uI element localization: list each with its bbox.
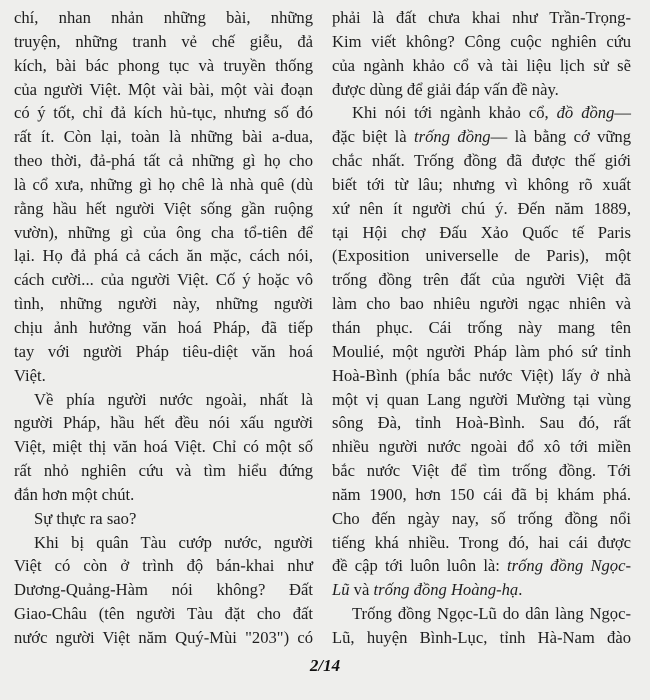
text-line (332, 507, 631, 531)
text-segment: phải là đất chưa khai như Trần-Trọng- (332, 8, 631, 27)
text-segment: Việt. (14, 365, 46, 385)
text-segment: sông Đà, tỉnh Hoà-Bình. Sau đó, rất (332, 413, 631, 433)
text-segment: Hoà-Bình (phía bắc nước Việt) lấy ở nhà (332, 365, 631, 385)
text-segment: là cổ xưa, những gì họ chê là nhà quê (dù (14, 174, 313, 194)
text-line (14, 602, 313, 626)
text-segment: Cho đến ngày nay, số trống đồng nổi (332, 508, 631, 528)
text-segment: — (614, 103, 631, 123)
paragraph (14, 6, 313, 388)
text-segment: Kim viết không? Công cuộc nghiên cứu (332, 31, 631, 51)
text-line (332, 54, 631, 78)
text-segment: chắc nhất. Trống đồng đã được thế giới (332, 151, 631, 171)
text-segment: tay với người Pháp tiêu-diệt văn hoá (14, 341, 313, 361)
text-line (332, 268, 631, 292)
paragraph (14, 388, 313, 507)
italic-text: đồ đồng (556, 103, 615, 123)
text-segment: của ngành khảo cổ và tài liệu lịch sử sẽ (332, 55, 631, 75)
text-line (14, 459, 313, 483)
text-line (332, 411, 631, 435)
text-segment: Khi bị quân Tàu cướp nước, người (34, 532, 313, 552)
text-line (14, 244, 313, 268)
text-segment: được dùng để giải đáp vấn đề này. (332, 79, 559, 99)
text-line (332, 554, 631, 578)
text-line (14, 54, 313, 78)
text-segment: xứ nên ít người chú ý. Đến năm 1889, (332, 198, 631, 218)
text-segment: biết tới từ lâu; nhưng vì không rõ xuất (332, 174, 631, 194)
text-segment: tiếng khá nhiều. Trong đó, hai cái được (332, 532, 631, 552)
text-line (14, 149, 313, 173)
text-line (332, 531, 631, 555)
page-number: 2/14 (309, 656, 341, 675)
text-segment: cách cười... của người Việt. Cố ý hoặc vô (14, 270, 313, 290)
text-line (332, 316, 631, 340)
text-line (332, 6, 631, 30)
text-line (14, 30, 313, 54)
text-segment: một vị quan Lang người Mường tại vùng (332, 389, 631, 409)
text-segment: đề cập tới luôn luôn là: (332, 556, 508, 576)
text-segment: đắn hơn một chút. (14, 484, 135, 504)
text-line (14, 101, 313, 125)
text-line (14, 411, 313, 435)
italic-text: trống đồng Ngọc- (507, 556, 631, 576)
text-line (14, 78, 313, 102)
text-segment: chịu ảnh hưởng văn hoá Pháp, đã tiếp (14, 317, 313, 337)
text-segment: truyện, những tranh vẻ chế giễu, đả (14, 31, 313, 51)
text-segment: tại Hội chợ Đấu Xảo Quốc tế Paris (332, 222, 631, 242)
text-line (14, 292, 313, 316)
paragraph (332, 602, 631, 650)
text-line (14, 173, 313, 197)
text-segment: làm cho bao nhiêu người ngạc nhiên và (332, 294, 631, 314)
text-column-left (14, 6, 313, 650)
text-segment: năm 1900, hơn 150 cái đã bị khám phá. (332, 484, 631, 504)
text-segment: Giao-Châu (tên người Tàu đặt cho đất (14, 604, 313, 624)
paragraph (332, 101, 631, 602)
text-segment: thán phục. Cái trống này mang tên (332, 317, 631, 337)
italic-text: trống đồng (414, 127, 491, 147)
text-line (332, 244, 631, 268)
text-segment: rất ít. Còn lại, toàn là những bài a-dua, (14, 127, 313, 147)
text-segment: rất nhỏ nghiên cứu và tìm hiểu đứng (14, 461, 313, 481)
text-segment: Dương-Quảng-Hàm nói không? Đất (14, 580, 313, 600)
text-line (332, 340, 631, 364)
text-line (14, 626, 313, 650)
text-line (332, 221, 631, 245)
text-segment: Việt, miệt thị văn hoá Việt. Chỉ có một số (14, 437, 313, 457)
text-segment: Về phía người nước ngoài, nhất là (34, 389, 313, 409)
text-line (332, 483, 631, 507)
text-segment: (Exposition universelle de Paris), một (332, 246, 631, 266)
text-line (14, 364, 313, 388)
text-segment: . (518, 580, 523, 600)
text-line (14, 435, 313, 459)
paragraph (332, 6, 631, 101)
text-segment: — là bằng cớ vững (490, 127, 631, 147)
text-segment: vườn), những gì của ông cha tổ-tiên để (14, 222, 313, 242)
text-line (332, 364, 631, 388)
text-line (332, 78, 631, 102)
text-segment: đặc biệt là (332, 127, 415, 147)
text-line (14, 531, 313, 555)
text-segment: Sự thực ra sao? (34, 508, 137, 528)
text-line (14, 197, 313, 221)
text-line (332, 388, 631, 412)
text-segment: rằng hầu hết người Việt sống gần ruộng (14, 198, 313, 218)
text-line (14, 388, 313, 412)
text-segment: nhiều người nước ngoài đổ xô tới miền (332, 437, 631, 457)
text-segment: nước người Việt năm Quý-Mùi "203") có (14, 627, 313, 647)
text-segment: và (349, 580, 374, 600)
text-line (332, 578, 631, 602)
paragraph (14, 531, 313, 650)
text-segment: Khi nói tới ngành khảo cổ, (352, 103, 557, 123)
text-segment: kích, bài bác phong tục và truyền thống (14, 55, 313, 75)
text-line (14, 6, 313, 30)
text-line (332, 602, 631, 626)
paragraph (14, 507, 313, 531)
text-segment: tình, những người này, những người (14, 294, 313, 314)
text-line (332, 149, 631, 173)
italic-text: trống đồng Hoàng-hạ (373, 580, 519, 600)
text-line (332, 435, 631, 459)
text-segment: bắc nước Việt để tìm trống đồng. Tới (332, 461, 631, 481)
text-line (332, 459, 631, 483)
text-line (14, 578, 313, 602)
text-line (14, 554, 313, 578)
text-column-right (332, 6, 631, 650)
text-line (14, 268, 313, 292)
text-line (332, 125, 631, 149)
text-line (14, 316, 313, 340)
text-line (332, 626, 631, 650)
text-segment: có ý tốt, chỉ đả kích hủ-tục, nhưng số đó (14, 103, 313, 123)
text-segment: Trống đồng Ngọc-Lũ do dân làng Ngọc- (352, 604, 631, 624)
text-segment: của người Việt. Một vài bài, một vài đoạn (14, 79, 313, 99)
text-line (14, 221, 313, 245)
text-line (14, 483, 313, 507)
text-line (332, 173, 631, 197)
text-line (332, 292, 631, 316)
text-line (332, 101, 631, 125)
text-segment: người Pháp, hầu hết đều nói xấu người (14, 413, 313, 433)
text-line (14, 507, 313, 531)
text-segment: theo thời, đả-phá tất cả những gì họ cho (14, 151, 313, 171)
text-segment: lại. Họ đả phá cả cách ăn mặc, cách nói, (14, 246, 313, 266)
text-segment: Moulié, một người Pháp làm phó sứ tỉnh (332, 341, 631, 361)
text-line (332, 30, 631, 54)
text-segment: Việt có còn ở trình độ bán-khai như (14, 556, 313, 576)
italic-text: Lũ (332, 580, 350, 600)
text-segment: Lũ, huyện Bình-Lục, tỉnh Hà-Nam đào (332, 627, 631, 647)
text-line (14, 340, 313, 364)
text-segment: chí, nhan nhản những bài, những (14, 8, 313, 27)
text-segment: trống đồng trên đất của người Việt đã (332, 270, 631, 290)
text-line (332, 197, 631, 221)
text-line (14, 125, 313, 149)
